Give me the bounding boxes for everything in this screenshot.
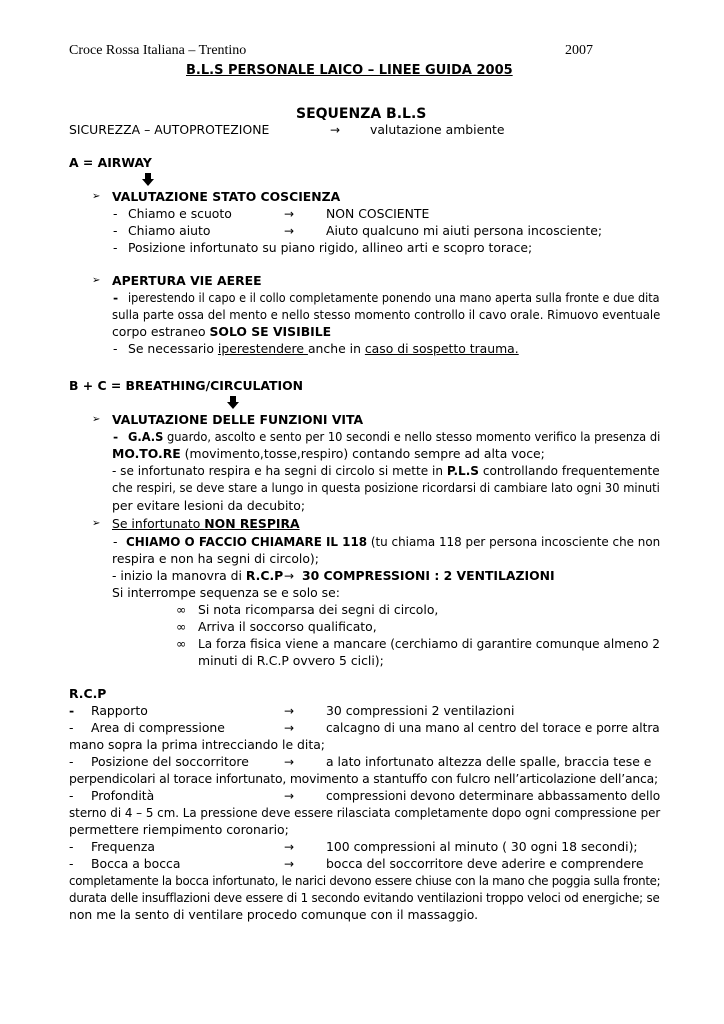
safety-label: SICUREZZA – AUTOPROTEZIONE <box>69 122 270 137</box>
funzioni-line: che respiri, se deve stare a lungo in questa posizione ricordarsi di cambiare lato ogni 30 minuti <box>112 480 660 495</box>
dash-bullet: - <box>113 223 118 238</box>
rcp-row-value: a lato infortunato altezza delle spalle, braccia tese e <box>326 754 652 769</box>
coscienza-item-value: Aiuto qualcuno mi aiuti persona incosciente; <box>326 223 603 238</box>
rcp-row-value: compressioni devono determinare abbassamento dello <box>326 788 661 803</box>
arrow-icon: → <box>284 224 295 238</box>
dash-bullet: - <box>113 290 119 305</box>
rcp-row-cont: perpendicolari al torace infortunato, movimento a stantuffo con fulcro nell’articolazione dell’anca; <box>69 771 659 786</box>
interrompe-text: Si interrompe sequenza se e solo se: <box>112 585 340 600</box>
coscienza-item-value: NON COSCIENTE <box>326 206 430 221</box>
dash-bullet: - <box>69 754 74 769</box>
nonrespira-line: respira e non ha segni di circolo); <box>112 551 319 566</box>
rcp-row-cont: non me la sento di ventilare procedo comunque con il massaggio. <box>69 907 479 922</box>
nonrespira-title: Se infortunato NON RESPIRA <box>112 516 300 531</box>
rcp-row-label: Area di compressione <box>91 720 225 735</box>
arrow-icon: → <box>284 569 295 583</box>
sequence-title: SEQUENZA B.L.S <box>296 106 427 122</box>
coscienza-item-label: Posizione infortunato su piano rigido, allineo arti e scopro torace; <box>128 240 533 255</box>
dash-bullet: - <box>113 206 118 221</box>
document-title: B.L.S PERSONALE LAICO – LINEE GUIDA 2005 <box>186 63 513 78</box>
apertura-line: Se necessario iperestendere anche in caso di sospetto trauma. <box>128 341 519 356</box>
dash-bullet: - <box>69 788 74 803</box>
header-org: Croce Rossa Italiana – Trentino <box>69 43 247 58</box>
dash-bullet: - <box>69 839 74 854</box>
arrow-icon: → <box>284 840 295 854</box>
coscienza-title: VALUTAZIONE STATO COSCIENZA <box>112 189 341 204</box>
header-year: 2007 <box>565 43 593 58</box>
arrow-icon: → <box>284 704 295 718</box>
rcp-row-label: Profondità <box>91 788 155 803</box>
arrow-icon: → <box>284 857 295 871</box>
rcp-row-cont: completamente la bocca infortunato, le narici devono essere chiuse con la mano che poggia sulla fronte; <box>69 873 661 888</box>
dash-bullet: - <box>113 534 118 549</box>
condition-item: minuti di R.C.P ovvero 5 cicli); <box>198 653 384 668</box>
nonrespira-line: - inizio la manovra di R.C.P <box>112 568 284 583</box>
dash-bullet: - <box>113 240 118 255</box>
apertura-line: corpo estraneo SOLO SE VISIBILE <box>112 324 332 339</box>
rcp-row-label: Rapporto <box>91 703 148 718</box>
check-bullet-icon: ➢ <box>92 518 101 529</box>
nonrespira-line: CHIAMO O FACCIO CHIAMARE IL 118 (tu chiama 118 per persona incosciente che non <box>126 534 661 549</box>
dash-bullet: - <box>69 720 74 735</box>
condition-item: Si nota ricomparsa dei segni di circolo, <box>198 602 439 617</box>
rcp-row-label: Bocca a bocca <box>91 856 181 871</box>
arrow-icon: → <box>284 721 295 735</box>
infinity-bullet-icon: ∞ <box>176 619 187 634</box>
condition-item: La forza fisica viene a mancare (cerchiamo di garantire comunque almeno 2 <box>198 636 660 651</box>
coscienza-item-label: Chiamo e scuoto <box>128 206 232 221</box>
dash-bullet: - <box>69 703 75 718</box>
rcp-row-value: bocca del soccorritore deve aderire e comprendere <box>326 856 644 871</box>
safety-value: valutazione ambiente <box>370 122 505 137</box>
rcp-row-value: 100 compressioni al minuto ( 30 ogni 18 secondi); <box>326 839 638 854</box>
ratio-text: 30 COMPRESSIONI : 2 VENTILAZIONI <box>302 568 555 583</box>
rcp-heading: R.C.P <box>69 686 107 701</box>
infinity-bullet-icon: ∞ <box>176 602 187 617</box>
funzioni-line: per evitare lesioni da decubito; <box>112 498 306 513</box>
coscienza-item-label: Chiamo aiuto <box>128 223 211 238</box>
funzioni-line: MO.TO.RE (movimento,tosse,respiro) contando sempre ad alta voce; <box>112 446 545 461</box>
funzioni-line: G.A.S guardo, ascolto e sento per 10 secondi e nello stesso momento verifico la presenza di <box>128 429 661 444</box>
dash-bullet: - <box>69 856 74 871</box>
funzioni-line: - se infortunato respira e ha segni di circolo si mette in P.L.S controllando frequentemente <box>112 463 660 478</box>
down-arrow-icon <box>142 173 154 186</box>
apertura-title: APERTURA VIE AEREE <box>112 273 262 288</box>
dash-bullet: - <box>113 341 118 356</box>
arrow-icon: → <box>330 123 341 137</box>
arrow-icon: → <box>284 789 295 803</box>
apertura-line: iperestendo il capo e il collo completamente ponendo una mano aperta sulla fronte e due dita <box>128 290 660 305</box>
apertura-line: sulla parte ossa del mento e nello stesso momento controllo il cavo orale. Rimuovo eventuale <box>112 307 661 322</box>
rcp-row-label: Frequenza <box>91 839 155 854</box>
funzioni-title: VALUTAZIONE DELLE FUNZIONI VITA <box>112 412 364 427</box>
check-bullet-icon: ➢ <box>92 191 101 202</box>
down-arrow-icon <box>227 396 239 409</box>
rcp-row-cont: durata delle insufflazioni deve essere di 1 secondo evitando ventilazioni troppo veloci od energiche; se <box>69 890 660 905</box>
condition-item: Arriva il soccorso qualificato, <box>198 619 377 634</box>
arrow-icon: → <box>284 755 295 769</box>
check-bullet-icon: ➢ <box>92 414 101 425</box>
rcp-row-cont: sterno di 4 – 5 cm. La pressione deve essere rilasciata completamente dopo ogni compressione per <box>69 805 661 820</box>
rcp-row-cont: mano sopra la prima intrecciando le dita; <box>69 737 325 752</box>
bc-heading: B + C = BREATHING/CIRCULATION <box>69 378 304 393</box>
rcp-row-label: Posizione del soccorritore <box>91 754 249 769</box>
airway-heading: A = AIRWAY <box>69 155 152 170</box>
infinity-bullet-icon: ∞ <box>176 636 187 651</box>
rcp-row-value: calcagno di una mano al centro del torace e porre altra <box>326 720 660 735</box>
rcp-row-cont: permettere riempimento coronario; <box>69 822 289 837</box>
rcp-row-value: 30 compressioni 2 ventilazioni <box>326 703 515 718</box>
arrow-icon: → <box>284 207 295 221</box>
check-bullet-icon: ➢ <box>92 275 101 286</box>
dash-bullet: - <box>113 429 119 444</box>
